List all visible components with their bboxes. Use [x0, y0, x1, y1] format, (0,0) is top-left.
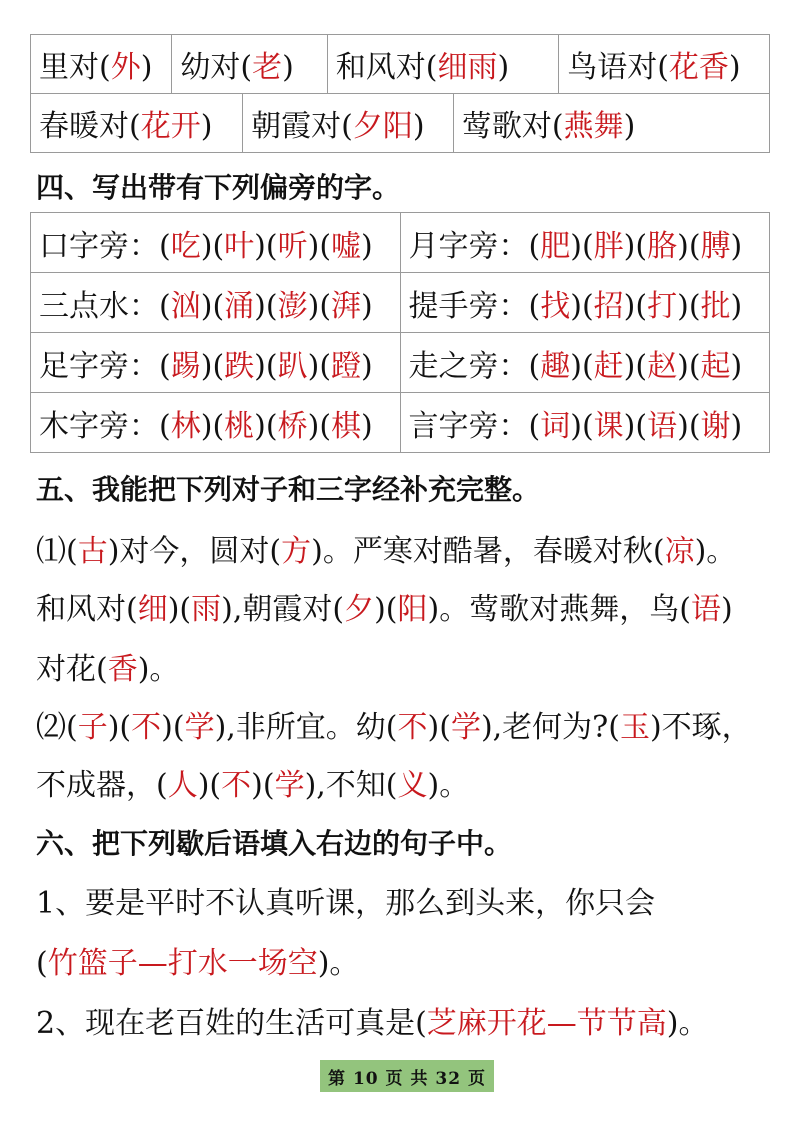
pair-answer: 细雨 [437, 50, 498, 85]
pairs-row-1 [31, 35, 770, 94]
line-text: )( [161, 710, 185, 745]
line-text: )对今，圆对( [107, 534, 282, 569]
pair-answer: 燕舞 [563, 109, 624, 144]
radical-answer: 胖 [593, 228, 624, 264]
radical-answer: 赵 [647, 348, 678, 384]
radical-label: 口字旁： [39, 228, 159, 264]
line-text: ( [36, 946, 48, 981]
radical-row [31, 333, 770, 393]
radical-cell: 足字旁：(踢)(跌)(趴)(蹬) [31, 333, 401, 393]
answer-text: 夕 [344, 592, 375, 627]
answer-text: 学 [274, 768, 305, 803]
line-text: )( [167, 592, 192, 627]
radical-cell: 提手旁：(找)(招)(打)(批) [400, 273, 770, 333]
pair-answer: 外 [110, 50, 141, 85]
radical-answer: 蹬 [331, 348, 362, 384]
radical-answer: 趴 [277, 348, 308, 384]
radical-answer: 跌 [224, 348, 255, 384]
radical-label: 提手旁： [408, 288, 529, 324]
radical-answer: 谢 [700, 408, 731, 444]
line-text: ⑵( [36, 710, 78, 745]
pair-cell: 朝霞对(夕阳) [243, 94, 454, 153]
line-text: ⑴( [36, 534, 78, 569]
answer-text: 香 [107, 652, 138, 687]
radical-answer: 涌 [224, 288, 255, 324]
answer-text: 不 [131, 710, 162, 745]
answer-text: 阳 [397, 592, 428, 627]
radical-label: 木字旁： [39, 408, 159, 444]
answer-text: 雨 [191, 592, 222, 627]
line-text: )( [107, 710, 132, 745]
line-text: )。莺歌对燕舞，鸟( [427, 592, 691, 627]
line-text: )不琢， [649, 710, 752, 745]
pair-label: 朝霞对 [251, 109, 342, 144]
radical-cell: 言字旁：(词)(课)(语)(谢) [400, 393, 770, 453]
radical-answer: 汹 [170, 288, 201, 324]
line-text: )( [251, 768, 275, 803]
radical-answer: 嘘 [331, 228, 362, 264]
pairs-table [30, 34, 770, 153]
radical-answer: 桥 [277, 408, 308, 444]
pair-label: 鸟语对 [567, 50, 658, 85]
answer-text: 语 [690, 592, 721, 627]
section-4-heading: 四、写出带有下列偏旁的字。 [36, 171, 401, 204]
line-text: ),非所宜。幼( [214, 710, 398, 745]
line-text: ),不知( [304, 768, 398, 803]
text-line [36, 644, 179, 688]
text-line [36, 878, 655, 922]
answer-text: 方 [281, 534, 312, 569]
section-6-heading: 六、把下列歇后语填入右边的句子中。 [36, 827, 513, 860]
radical-answer: 桃 [224, 408, 255, 444]
line-text: ),朝霞对( [221, 592, 345, 627]
answer-text: 古 [77, 534, 108, 569]
pair-label: 幼对 [180, 50, 241, 85]
line-text: )。 [317, 946, 360, 981]
radical-cell: 走之旁：(趣)(赶)(赵)(起) [400, 333, 770, 393]
pair-label: 春暖对 [39, 109, 129, 144]
pair-answer: 花香 [668, 50, 729, 85]
pair-answer: 夕阳 [352, 109, 413, 144]
radical-answer: 语 [647, 408, 678, 444]
pair-cell: 幼对(老) [172, 35, 327, 94]
radical-answer: 打 [647, 288, 678, 324]
radical-cell: 口字旁：(吃)(叶)(听)(嘘) [31, 213, 401, 273]
text-line [36, 998, 709, 1042]
radical-label: 走之旁： [408, 348, 529, 384]
radical-answer: 叶 [224, 228, 255, 264]
radical-answer: 肥 [540, 228, 571, 264]
answer-text: 芝麻开花—节节高 [426, 1006, 667, 1041]
text-line [36, 526, 736, 570]
answer-text: 不 [397, 710, 428, 745]
answer-text: 学 [184, 710, 215, 745]
text-line [36, 702, 752, 746]
radicals-table [30, 212, 770, 453]
line-text: 和风对( [36, 592, 138, 627]
radical-answer: 林 [170, 408, 201, 444]
radical-answer: 词 [540, 408, 571, 444]
pair-label: 里对 [39, 50, 99, 85]
radical-answer: 澎 [277, 288, 308, 324]
answer-text: 竹篮子—打水一场空 [47, 946, 318, 981]
radical-answer: 膊 [700, 228, 731, 264]
answer-text: 凉 [664, 534, 695, 569]
radical-cell: 木字旁：(林)(桃)(桥)(棋) [31, 393, 401, 453]
radical-label: 足字旁： [39, 348, 159, 384]
pair-answer: 花开 [140, 109, 201, 144]
radical-row [31, 273, 770, 333]
radical-answer: 招 [593, 288, 624, 324]
radical-answer: 课 [593, 408, 624, 444]
radical-answer: 起 [700, 348, 731, 384]
line-text: ) [720, 592, 733, 627]
radical-label: 言字旁： [408, 408, 529, 444]
text-line [36, 938, 359, 982]
pair-label: 莺歌对 [461, 109, 552, 144]
radical-answer: 赶 [593, 348, 624, 384]
answer-text: 学 [450, 710, 481, 745]
line-text: 2、现在老百姓的生活可真是( [36, 1006, 427, 1041]
radical-row [31, 393, 770, 453]
line-text: )( [197, 768, 222, 803]
radical-answer: 棋 [331, 408, 362, 444]
radical-answer: 批 [700, 288, 731, 324]
pair-answer: 老 [252, 50, 283, 85]
line-text: )。 [137, 652, 180, 687]
pair-cell: 莺歌对(燕舞) [453, 94, 769, 153]
pair-cell: 和风对(细雨) [327, 35, 558, 94]
line-text: )( [427, 710, 451, 745]
radical-answer: 找 [540, 288, 571, 324]
line-text: 对花( [36, 652, 108, 687]
line-text: )( [374, 592, 398, 627]
radical-row [31, 213, 770, 273]
pairs-row-2 [31, 94, 770, 153]
line-text: )。 [427, 768, 470, 803]
radical-cell: 三点水：(汹)(涌)(澎)(湃) [31, 273, 401, 333]
radical-label: 月字旁： [408, 228, 529, 264]
line-text: )。严寒对酷暑，春暖对秋( [311, 534, 665, 569]
pair-cell: 里对(外) [31, 35, 172, 94]
line-text: 不成器，( [36, 768, 168, 803]
answer-text: 人 [167, 768, 198, 803]
radical-answer: 湃 [331, 288, 362, 324]
text-line [36, 760, 469, 804]
section-5-heading: 五、我能把下列对子和三字经补充完整。 [36, 473, 541, 506]
pair-cell: 鸟语对(花香) [559, 35, 770, 94]
answer-text: 细 [137, 592, 168, 627]
radical-answer: 踢 [170, 348, 201, 384]
line-text: )。 [694, 534, 737, 569]
radical-label: 三点水： [39, 288, 159, 324]
page-footer: 第 10 页 共 32 页 [320, 1060, 494, 1092]
radical-answer: 胳 [647, 228, 678, 264]
radical-answer: 听 [277, 228, 308, 264]
radical-answer: 吃 [170, 228, 201, 264]
radical-cell: 月字旁：(肥)(胖)(胳)(膊) [400, 213, 770, 273]
line-text: )。 [666, 1006, 709, 1041]
line-text: ),老何为?( [480, 710, 620, 745]
pair-label: 和风对 [335, 50, 426, 85]
answer-text: 不 [221, 768, 252, 803]
radical-answer: 趣 [540, 348, 571, 384]
answer-text: 子 [77, 710, 108, 745]
text-line [36, 584, 733, 628]
answer-text: 义 [397, 768, 428, 803]
pair-cell: 春暖对(花开) [31, 94, 243, 153]
line-text: 1、要是平时不认真听课，那么到头来，你只会 [36, 886, 656, 921]
answer-text: 玉 [619, 710, 650, 745]
